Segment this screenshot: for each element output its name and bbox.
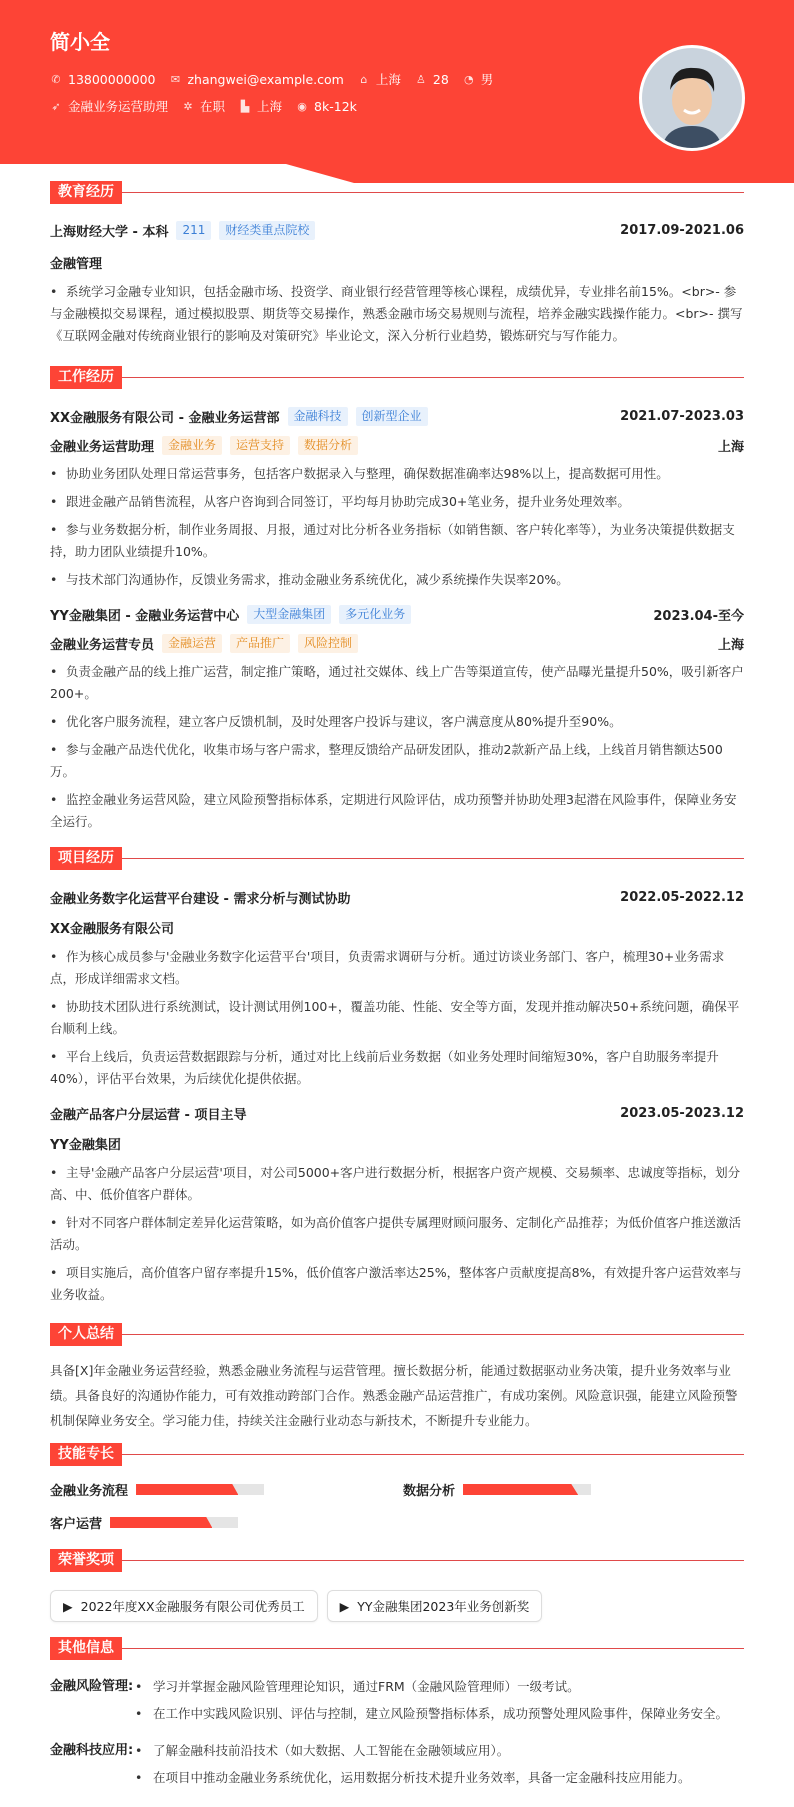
section-title: 个人总结 [50, 1323, 744, 1346]
job-intent-row [50, 97, 357, 115]
bullet-list [135, 1674, 728, 1728]
gender: 男 [480, 72, 494, 87]
skill-item [50, 1480, 403, 1499]
list-item: • 负责金融产品的线上推广运营，制定推广策略，通过社交媒体、线上广告等渠道宣传，使产品曝光量提升50%，吸引新客户200+。 [50, 661, 744, 705]
work-city: 上海 [717, 439, 744, 455]
summary-text: 具备[X]年金融业务运营经验，熟悉金融业务流程与运营管理。擅长数据分析，能通过数据驱动业务决策，提升业务效率与业绩。具备良好的沟通协作能力，可有效推动跨部门合作。熟悉金融产品运营推广，有成功案例。风险意识强，能建立风险预警机制保障业务安全。学习能力佳，持续关注金融行业动态与新技术，不断提升专业能力。 [50, 1363, 738, 1428]
other-section [50, 1637, 744, 1792]
contact-row [50, 70, 493, 88]
section-title: 工作经历 [50, 366, 744, 389]
skill-bar-fill [463, 1484, 578, 1495]
company-name: YY金融集团 [50, 1137, 121, 1153]
date: 2023.04-至今 [653, 608, 744, 624]
building-icon: ▙ [240, 99, 250, 113]
gear-icon: ✲ [183, 99, 193, 113]
date: 2022.05-2022.12 [620, 889, 744, 905]
other-info-item [50, 1738, 744, 1792]
date: 2023.05-2023.12 [620, 1105, 744, 1121]
phone: 13800000000 [68, 71, 156, 87]
list-item: • 平台上线后，负责运营数据跟踪与分析，通过对比上线前后业务数据（如业务处理时间缩短30%，客户自助服务率提升40%），评估平台效果，为后续优化提供依据。 [50, 1046, 744, 1090]
other-info-label: 金融科技应用: [50, 1743, 134, 1758]
age: 28 [432, 71, 449, 87]
email-icon: ✉ [170, 72, 181, 86]
candidate-name: 简小全 [50, 30, 110, 54]
money-icon: ◉ [297, 99, 307, 113]
resume-body [50, 181, 744, 1792]
company-name: XX金融服务有限公司 - 金融业务运营部 [50, 410, 280, 426]
tag: 产品推广 [230, 634, 290, 653]
skills-section [50, 1443, 744, 1532]
tag: 金融业务 [162, 436, 222, 455]
list-item: • 作为核心成员参与'金融业务数字化运营平台'项目，负责需求调研与分析。通过访谈业务部门、客户，梳理30+业务需求点，形成详细需求文档。 [50, 946, 744, 990]
email: zhangwei@example.com [187, 71, 344, 87]
tag: 创新型企业 [356, 407, 428, 426]
list-item: • 协助业务团队处理日常运营事务，包括客户数据录入与整理，确保数据准确率达98%以上，提高数据可用性。 [50, 463, 744, 485]
tag: 金融科技 [288, 407, 348, 426]
tag: 数据分析 [298, 436, 358, 455]
phone-icon: ✆ [51, 72, 61, 86]
summary-section [50, 1323, 744, 1433]
section-title: 项目经历 [50, 847, 744, 870]
bullet-list [50, 463, 744, 591]
skill-name: 数据分析 [403, 1484, 456, 1499]
list-item: • 参与业务数据分析，制作业务周报、月报，通过对比分析各业务指标（如销售额、客户转化率等），为业务决策提供数据支持，助力团队业绩提升10%。 [50, 519, 744, 563]
honor-item: ▶ YY金融集团2023年业务创新奖 [327, 1590, 543, 1622]
list-item: • 主导'金融产品客户分层运营'项目，对公司5000+客户进行数据分析，根据客户资产规模、交易频率、忠诚度等指标，划分高、中、低价值客户群体。 [50, 1162, 744, 1206]
work-city: 上海 [717, 637, 744, 653]
project-header [50, 1102, 744, 1124]
education-section [50, 181, 744, 347]
bullet-list [50, 661, 744, 833]
skill-bar [110, 1517, 238, 1528]
role [50, 634, 358, 653]
tag: 财经类重点院校 [219, 221, 315, 240]
honors-section [50, 1549, 744, 1622]
list-item: • 针对不同客户群体制定差异化运营策略，如为高价值客户提供专属理财顾问服务、定制化产品推荐；为低价值客户推送激活活动。 [50, 1212, 744, 1256]
work-section [50, 366, 744, 833]
tag: 多元化业务 [339, 605, 411, 624]
tag: 大型金融集团 [247, 605, 331, 624]
company-name: XX金融服务有限公司 [50, 921, 175, 937]
role-name: 金融业务运营专员 [50, 637, 155, 653]
role [50, 436, 358, 455]
tag: 风险控制 [298, 634, 358, 653]
skill-item [50, 1513, 403, 1532]
other-info-item [50, 1674, 744, 1728]
skill-name: 金融业务流程 [50, 1484, 129, 1499]
tag: 211 [176, 221, 211, 240]
project-name: 金融业务数字化运营平台建设 - 需求分析与测试协助 [50, 891, 351, 907]
bullet-list [135, 1738, 691, 1792]
skill-bar [463, 1484, 591, 1495]
list-item: • 优化客户服务流程，建立客户反馈机制，及时处理客户投诉与建议，客户满意度从80%提升至90%。 [50, 711, 744, 733]
section-title: 荣誉奖项 [50, 1549, 744, 1572]
tag: 运营支持 [230, 436, 290, 455]
section-title: 其他信息 [50, 1637, 744, 1660]
bullet-list [50, 946, 744, 1090]
gender-icon: ◔ [463, 72, 474, 86]
city: 上海 [375, 72, 401, 87]
triangle-right-icon: ▶ [63, 1598, 73, 1614]
list-item: • 跟进金融产品销售流程，从客户咨询到合同签订，平均每月协助完成30+笔业务，提升业务处理效率。 [50, 491, 744, 513]
company-name: YY金融集团 - 金融业务运营中心 [50, 608, 240, 624]
list-item: • 学习并掌握金融风险管理理论知识，通过FRM（金融风险管理师）一级考试。 [135, 1674, 728, 1700]
date: 2017.09-2021.06 [620, 222, 744, 238]
salary: 8k-12k [314, 98, 357, 114]
section-title: 技能专长 [50, 1443, 744, 1466]
project-company [50, 916, 744, 938]
role-row [50, 632, 744, 654]
education-header: 上海财经大学 - 本科 211 财经类重点院校 2017.09-2021.06 [50, 222, 744, 240]
skill-bar-fill [136, 1484, 238, 1495]
project-section [50, 847, 744, 1306]
other-info-label: 金融风险管理: [50, 1679, 134, 1694]
list-item: • 参与金融产品迭代优化，收集市场与客户需求，整理反馈给产品研发团队，推动2款新产品上线，上线首月销售额达500万。 [50, 739, 744, 783]
list-item: • 与技术部门沟通协作，反馈业务需求，推动金融业务系统优化，减少系统操作失误率20%。 [50, 569, 744, 591]
honor-item: ▶ 2022年度XX金融服务有限公司优秀员工 [50, 1590, 318, 1622]
company [50, 407, 428, 426]
work-header [50, 405, 744, 427]
avatar [639, 45, 745, 151]
role-name: 金融业务运营助理 [50, 439, 155, 455]
list-item: • 在项目中推动金融业务系统优化，运用数据分析技术提升业务效率，具备一定金融科技应用能力。 [135, 1765, 691, 1791]
cake-icon: ♙ [415, 72, 426, 86]
job-title: 金融业务运营助理 [68, 99, 169, 114]
skill-bar-fill [110, 1517, 212, 1528]
project-name: 金融产品客户分层运营 - 项目主导 [50, 1107, 247, 1123]
work-header [50, 603, 744, 625]
list-item: • 在工作中实践风险识别、评估与控制，建立风险预警指标体系，成功预警处理风险事件，保障业务安全。 [135, 1701, 728, 1727]
skill-item [403, 1480, 744, 1499]
bullet-list [50, 1162, 744, 1306]
list-item: • 系统学习金融专业知识，包括金融市场、投资学、商业银行经营管理等核心课程，成绩优异，专业排名前15%。<br>- 参与金融模拟交易课程，通过模拟股票、期货等交易操作，熟悉金融市场交易规则与流程，培养金融实践操作能力。<br>- 撰写《互联网金融对传统商业银行的影响及对策研究》毕业论文，深入分析行业趋势，锻炼研究与写作能力。 [50, 281, 744, 347]
list-item: • 了解金融科技前沿技术（如大数据、人工智能在金融领域应用）。 [135, 1738, 691, 1764]
triangle-right-icon: ▶ [339, 1598, 350, 1614]
status: 在职 [200, 99, 226, 114]
tag: 金融运营 [162, 634, 222, 653]
list-item: • 协助技术团队进行系统测试，设计测试用例100+，覆盖功能、性能、安全等方面，发现并推动解决50+系统问题，确保平台顺利上线。 [50, 996, 744, 1040]
list-item: • 监控金融业务运营风险，建立风险预警指标体系，定期进行风险评估，成功预警并协助处理3起潜在风险事件，保障业务安全运行。 [50, 789, 744, 833]
skill-bar [136, 1484, 264, 1495]
skill-name: 客户运营 [50, 1517, 103, 1532]
role-row [50, 434, 744, 456]
send-icon: ➶ [51, 99, 61, 113]
home-icon: ⌂ [360, 72, 368, 86]
date: 2021.07-2023.03 [620, 408, 744, 424]
major: 金融管理 [50, 256, 103, 272]
section-title: 教育经历 [50, 181, 744, 204]
company [50, 605, 411, 624]
list-item: • 项目实施后，高价值客户留存率提升15%，低价值客户激活率达25%，整体客户贡献度提高8%，有效提升客户运营效率与业务收益。 [50, 1262, 744, 1306]
project-company [50, 1132, 744, 1154]
target-city: 上海 [257, 99, 283, 114]
project-header [50, 886, 744, 908]
